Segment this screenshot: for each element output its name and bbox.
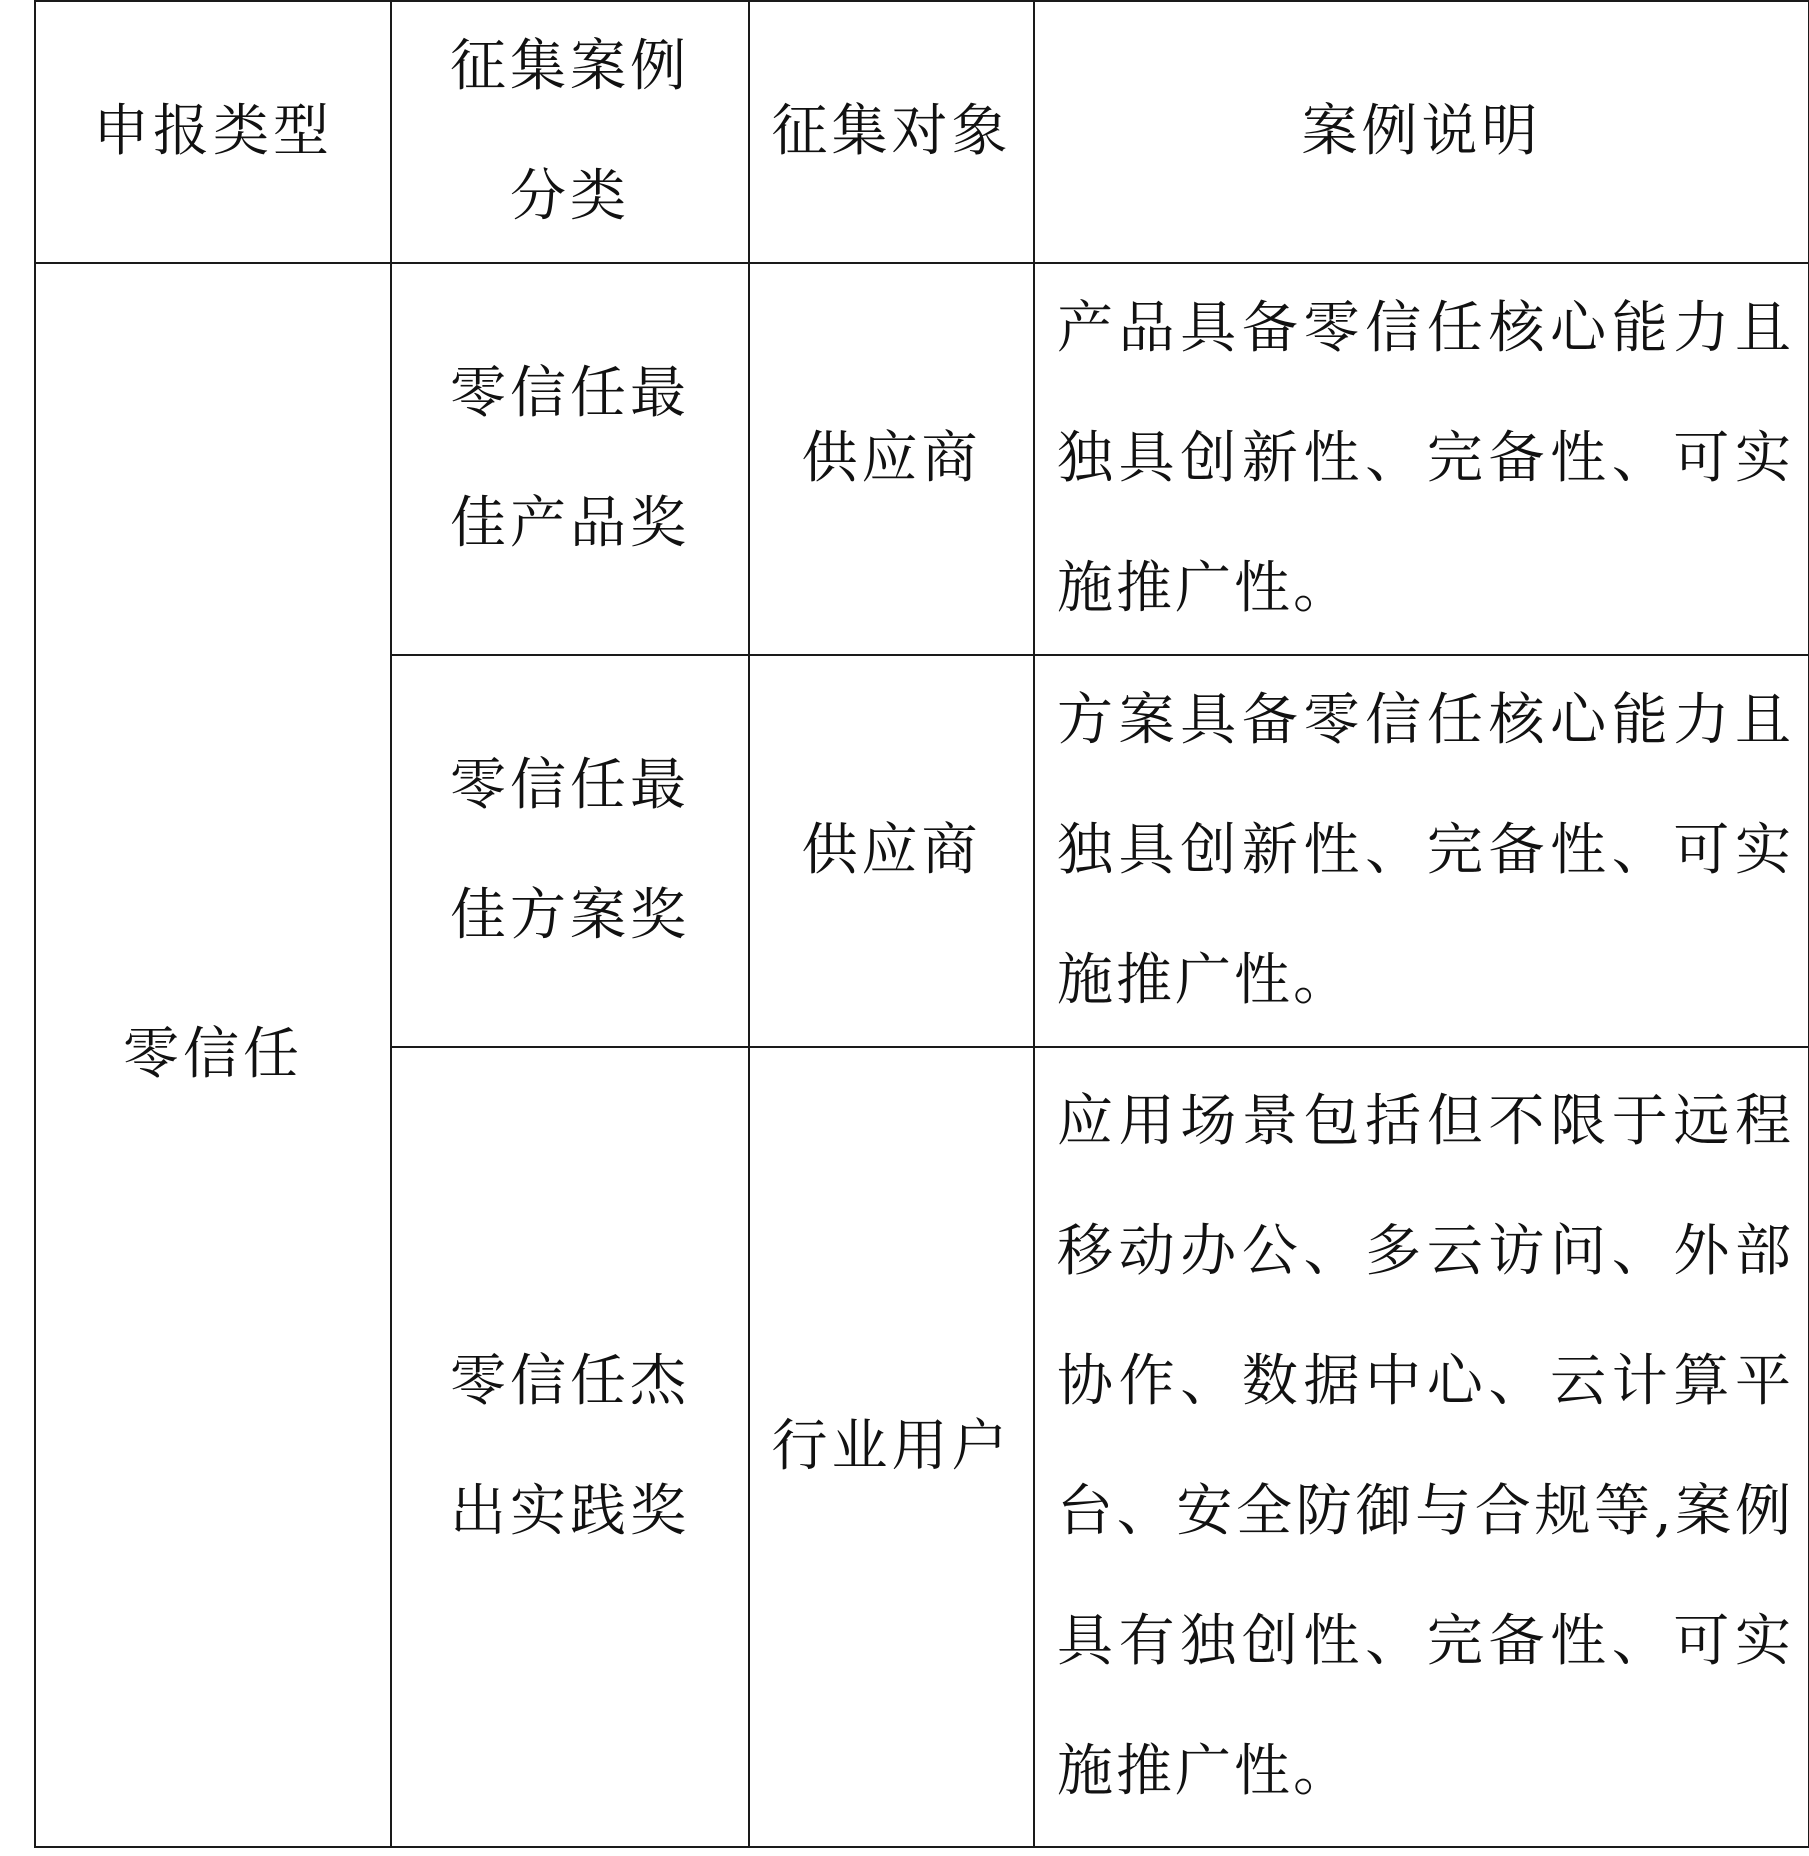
- header-target: 征集对象: [749, 1, 1034, 263]
- target-cell: 行业用户: [749, 1047, 1034, 1847]
- category-cell: [391, 1047, 749, 1847]
- table-row: [35, 263, 1809, 655]
- table-header-row: [35, 1, 1809, 263]
- declaration-type-cell: 零信任: [35, 263, 391, 1847]
- award-table: [34, 0, 1809, 1848]
- header-description: 案例说明: [1034, 1, 1809, 263]
- header-case-category: [391, 1, 749, 263]
- header-declaration-type: 申报类型: [35, 1, 391, 263]
- category-label: 零信任杰出实践奖: [450, 1349, 690, 1544]
- category-cell: [391, 655, 749, 1047]
- description-cell: 应用场景包括但不限于远程移动办公、多云访问、外部协作、数据中心、云计算平台、安全防御与合规等,案例具有独创性、完备性、可实施推广性。: [1034, 1047, 1809, 1847]
- category-label: 零信任最佳产品奖: [450, 361, 690, 556]
- category-label: 零信任最佳方案奖: [450, 753, 690, 948]
- description-cell: 产品具备零信任核心能力且独具创新性、完备性、可实施推广性。: [1034, 263, 1809, 655]
- category-cell: [391, 263, 749, 655]
- header-case-category-label: 征集案例分类: [450, 34, 690, 229]
- target-cell: 供应商: [749, 263, 1034, 655]
- description-cell: 方案具备零信任核心能力且独具创新性、完备性、可实施推广性。: [1034, 655, 1809, 1047]
- award-table-container: [34, 0, 1808, 1846]
- target-cell: 供应商: [749, 655, 1034, 1047]
